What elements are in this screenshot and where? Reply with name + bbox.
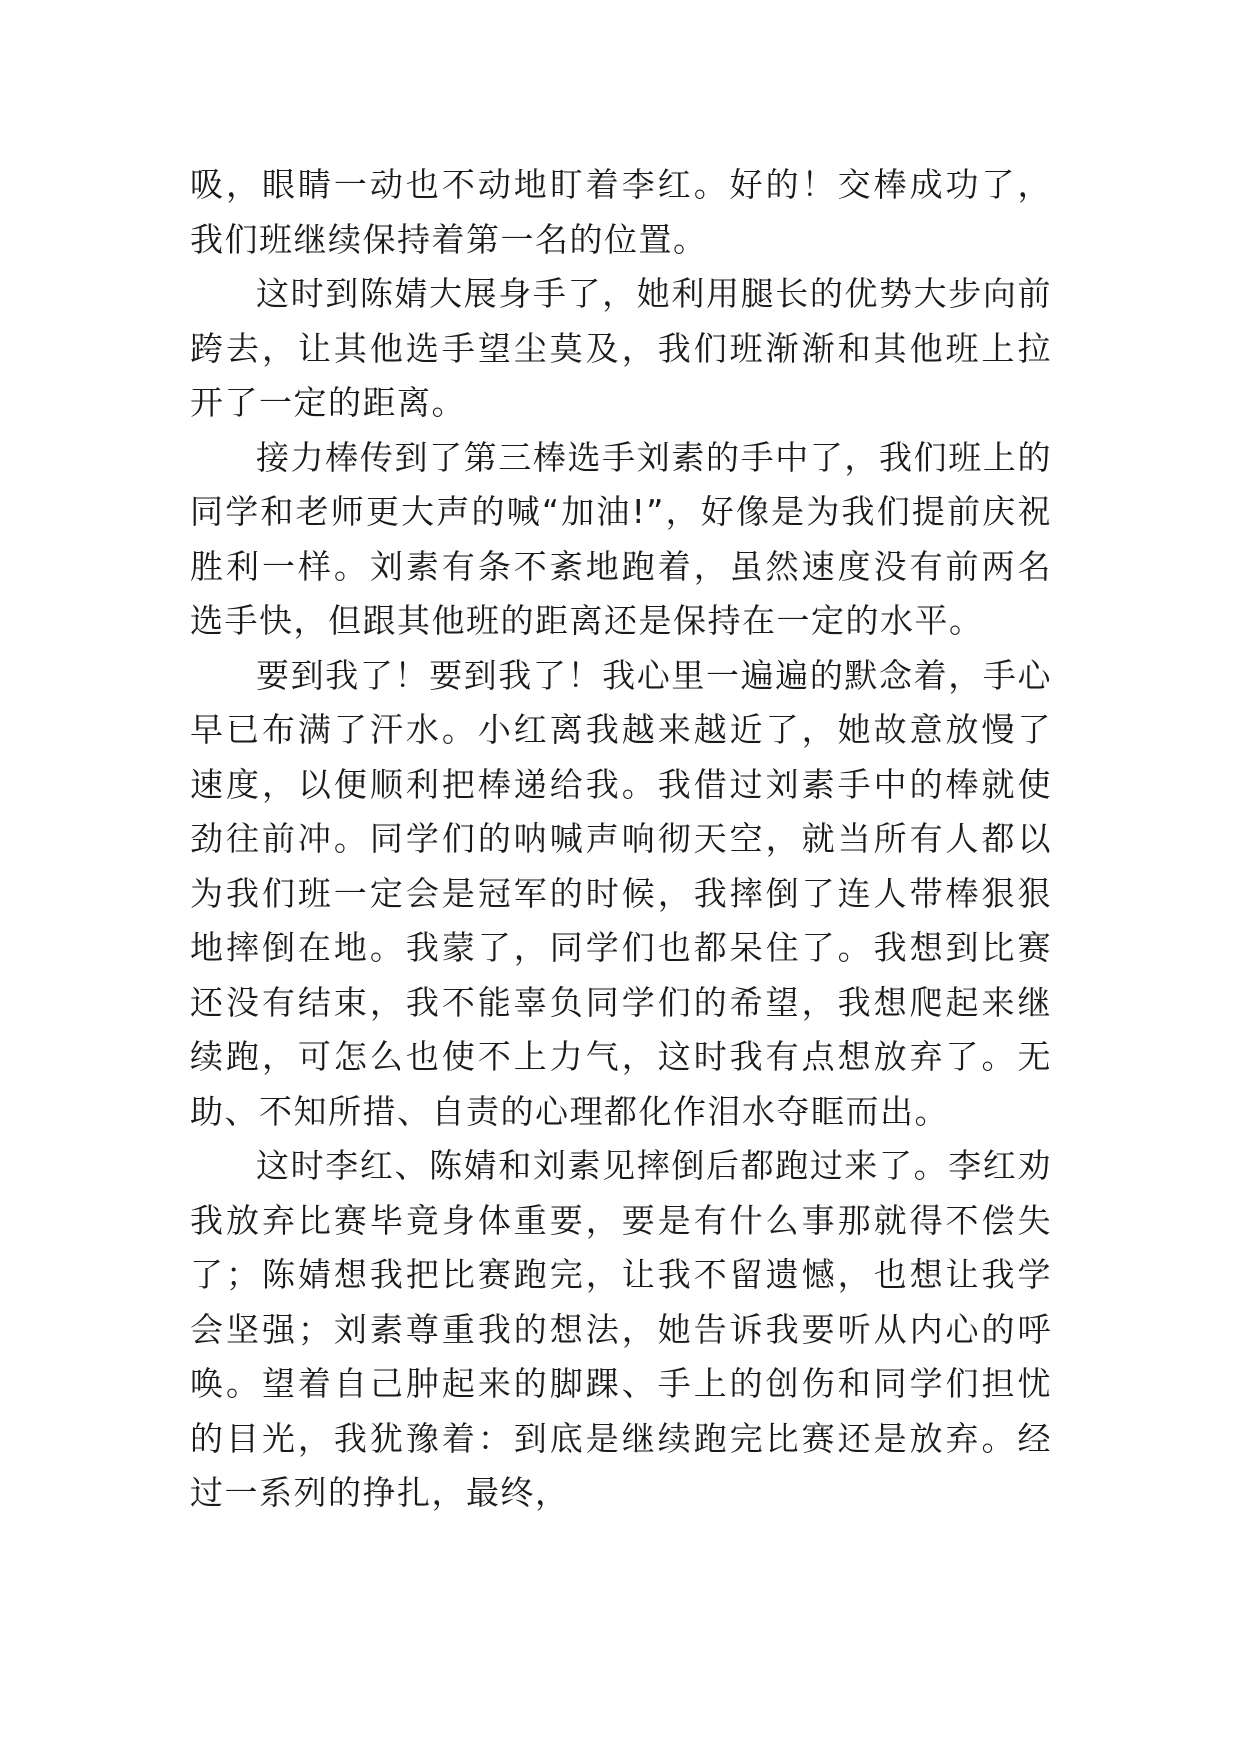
paragraph-5: 这时李红、陈婧和刘素见摔倒后都跑过来了。李红劝我放弃比赛毕竟身体重要，要是有什么事那就得不偿失了；陈婧想我把比赛跑完，让我不留遗憾，也想让我学会坚强；刘素尊重我的想法，她告诉我要听从内心的呼唤。望着自己肿起来的脚踝、手上的创伤和同学们担忧的目光，我犹豫着：到底是继续跑完比赛还是放弃。经过一系列的挣扎，最终， — [190, 1146, 1052, 1512]
paragraph-1: 吸，眼睛一动也不动地盯着李红。好的！交棒成功了，我们班继续保持着第一名的位置。 — [190, 165, 1052, 259]
paragraph-4: 要到我了！要到我了！我心里一遍遍的默念着，手心早已布满了汗水。小红离我越来越近了，她故意放慢了速度，以便顺利把棒递给我。我借过刘素手中的棒就使劲往前冲。同学们的呐喊声响彻天空，就当所有人都以为我们班一定会是冠军的时候，我摔倒了连人带棒狠狠地摔倒在地。我蒙了，同学们也都呆住了。我想到比赛还没有结束，我不能辜负同学们的希望，我想爬起来继续跑，可怎么也使不上力气，这时我有点想放弃了。无助、不知所措、自责的心理都化作泪水夺眶而出。 — [190, 655, 1052, 1131]
document-body — [190, 158, 1052, 1521]
paragraph-2: 这时到陈婧大展身手了，她利用腿长的优势大步向前跨去，让其他选手望尘莫及，我们班渐渐和其他班上拉开了一定的距离。 — [190, 274, 1052, 422]
paragraph-3: 接力棒传到了第三棒选手刘素的手中了，我们班上的同学和老师更大声的喊“加油!”，好像是为我们提前庆祝胜利一样。刘素有条不紊地跑着，虽然速度没有前两名选手快，但跟其他班的距离还是保持在一定的水平。 — [190, 437, 1052, 640]
